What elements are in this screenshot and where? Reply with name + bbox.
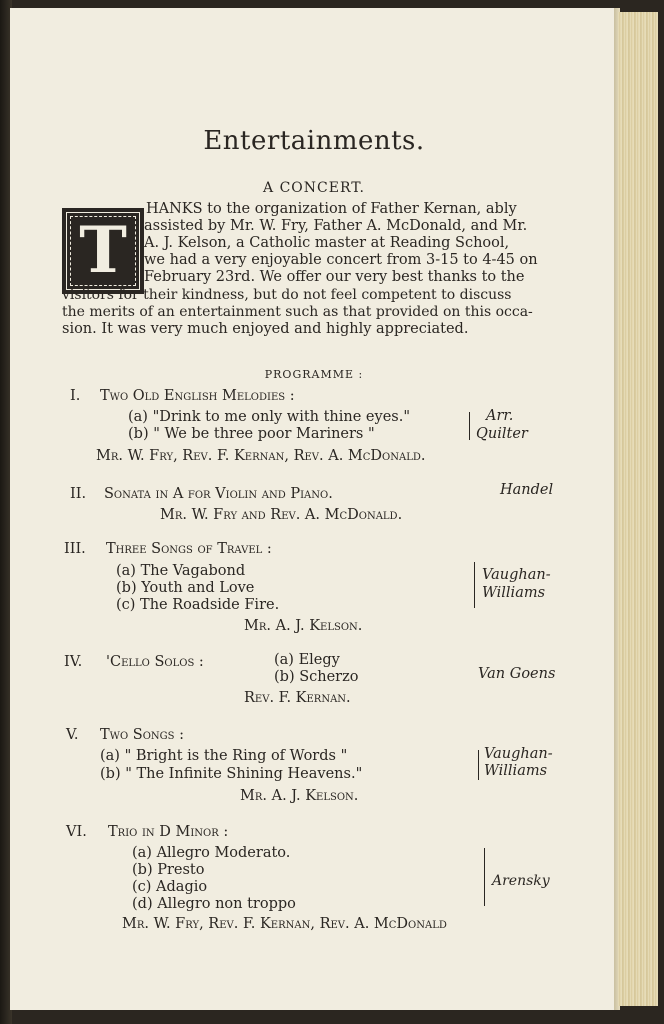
brace: [478, 750, 479, 780]
item-number: III.: [64, 541, 86, 557]
piece-line: (b) Scherzo: [274, 669, 359, 685]
composer: Van Goens: [478, 666, 556, 682]
piece-line: (b) Youth and Love: [116, 580, 255, 596]
composer: Vaughan-: [484, 746, 553, 762]
composer: Williams: [484, 763, 548, 779]
intro-line: A. J. Kelson, a Catholic master at Reading School,: [144, 235, 510, 251]
piece-line: (c) Adagio: [132, 879, 208, 895]
performers: Mr. A. J. Kelson.: [244, 618, 363, 634]
intro-line: February 23rd. We offer our very best thanks to the: [144, 269, 525, 285]
item-title: 'Cello Solos :: [106, 654, 204, 670]
intro-line: we had a very enjoyable concert from 3-15 to 4-45 on: [144, 252, 538, 268]
composer: Williams: [482, 585, 546, 601]
item-title: Two Old English Melodies :: [100, 388, 295, 404]
composer: Quilter: [476, 426, 528, 442]
piece-line: (a) "Drink to me only with thine eyes.": [128, 409, 411, 425]
item-number: I.: [70, 388, 81, 404]
brace: [484, 848, 485, 906]
drop-cap-letter: T: [79, 213, 127, 288]
brace: [469, 412, 470, 440]
item-number: IV.: [64, 654, 83, 670]
item-title: Trio in D Minor :: [108, 824, 229, 840]
piece-line: (b) " We be three poor Mariners ": [128, 426, 375, 442]
intro-line: sion. It was very much enjoyed and highly appreciated.: [62, 321, 469, 337]
page-stack-edge: [618, 12, 658, 1006]
item-title: Sonata in A for Violin and Piano.: [104, 486, 333, 502]
piece-line: (a) The Vagabond: [116, 563, 246, 579]
intro-line: assisted by Mr. W. Fry, Father A. McDonald, and Mr.: [144, 218, 528, 234]
intro-line: HANKS to the organization of Father Kernan, ably: [146, 201, 517, 217]
section-subtitle: A CONCERT.: [263, 180, 365, 196]
performers: Mr. W. Fry, Rev. F. Kernan, Rev. A. McDonald.: [96, 448, 426, 464]
performers: Rev. F. Kernan.: [244, 690, 351, 706]
intro-line: the merits of an entertainment such as that provided on this occa-: [62, 304, 533, 320]
programme-heading: PROGRAMME :: [264, 368, 364, 381]
item-number: V.: [66, 727, 79, 743]
brace: [474, 562, 475, 608]
composer: Arr.: [486, 408, 514, 424]
performers: Mr. W. Fry and Rev. A. McDonald.: [160, 507, 403, 523]
item-title: Three Songs of Travel :: [106, 541, 272, 557]
intro-line: visitors for their kindness, but do not feel competent to discuss: [62, 287, 512, 303]
performers: Mr. A. J. Kelson.: [240, 788, 359, 804]
item-number: VI.: [66, 824, 87, 840]
composer: Handel: [500, 482, 554, 498]
book-page: [10, 8, 618, 1010]
piece-line: (c) The Roadside Fire.: [116, 597, 280, 613]
piece-line: (d) Allegro non troppo: [132, 896, 296, 912]
composer: Arensky: [492, 873, 550, 889]
performers: Mr. W. Fry, Rev. F. Kernan, Rev. A. McDonald: [122, 916, 447, 932]
piece-line: (b) " The Infinite Shining Heavens.": [100, 766, 363, 782]
piece-line: (a) Elegy: [274, 652, 340, 668]
piece-line: (a) " Bright is the Ring of Words ": [100, 748, 348, 764]
ornamental-drop-cap: [62, 208, 144, 294]
piece-line: (a) Allegro Moderato.: [132, 845, 291, 861]
page-title: Entertainments.: [203, 126, 425, 156]
item-title: Two Songs :: [100, 727, 184, 743]
piece-line: (b) Presto: [132, 862, 205, 878]
item-number: II.: [70, 486, 87, 502]
composer: Vaughan-: [482, 567, 551, 583]
